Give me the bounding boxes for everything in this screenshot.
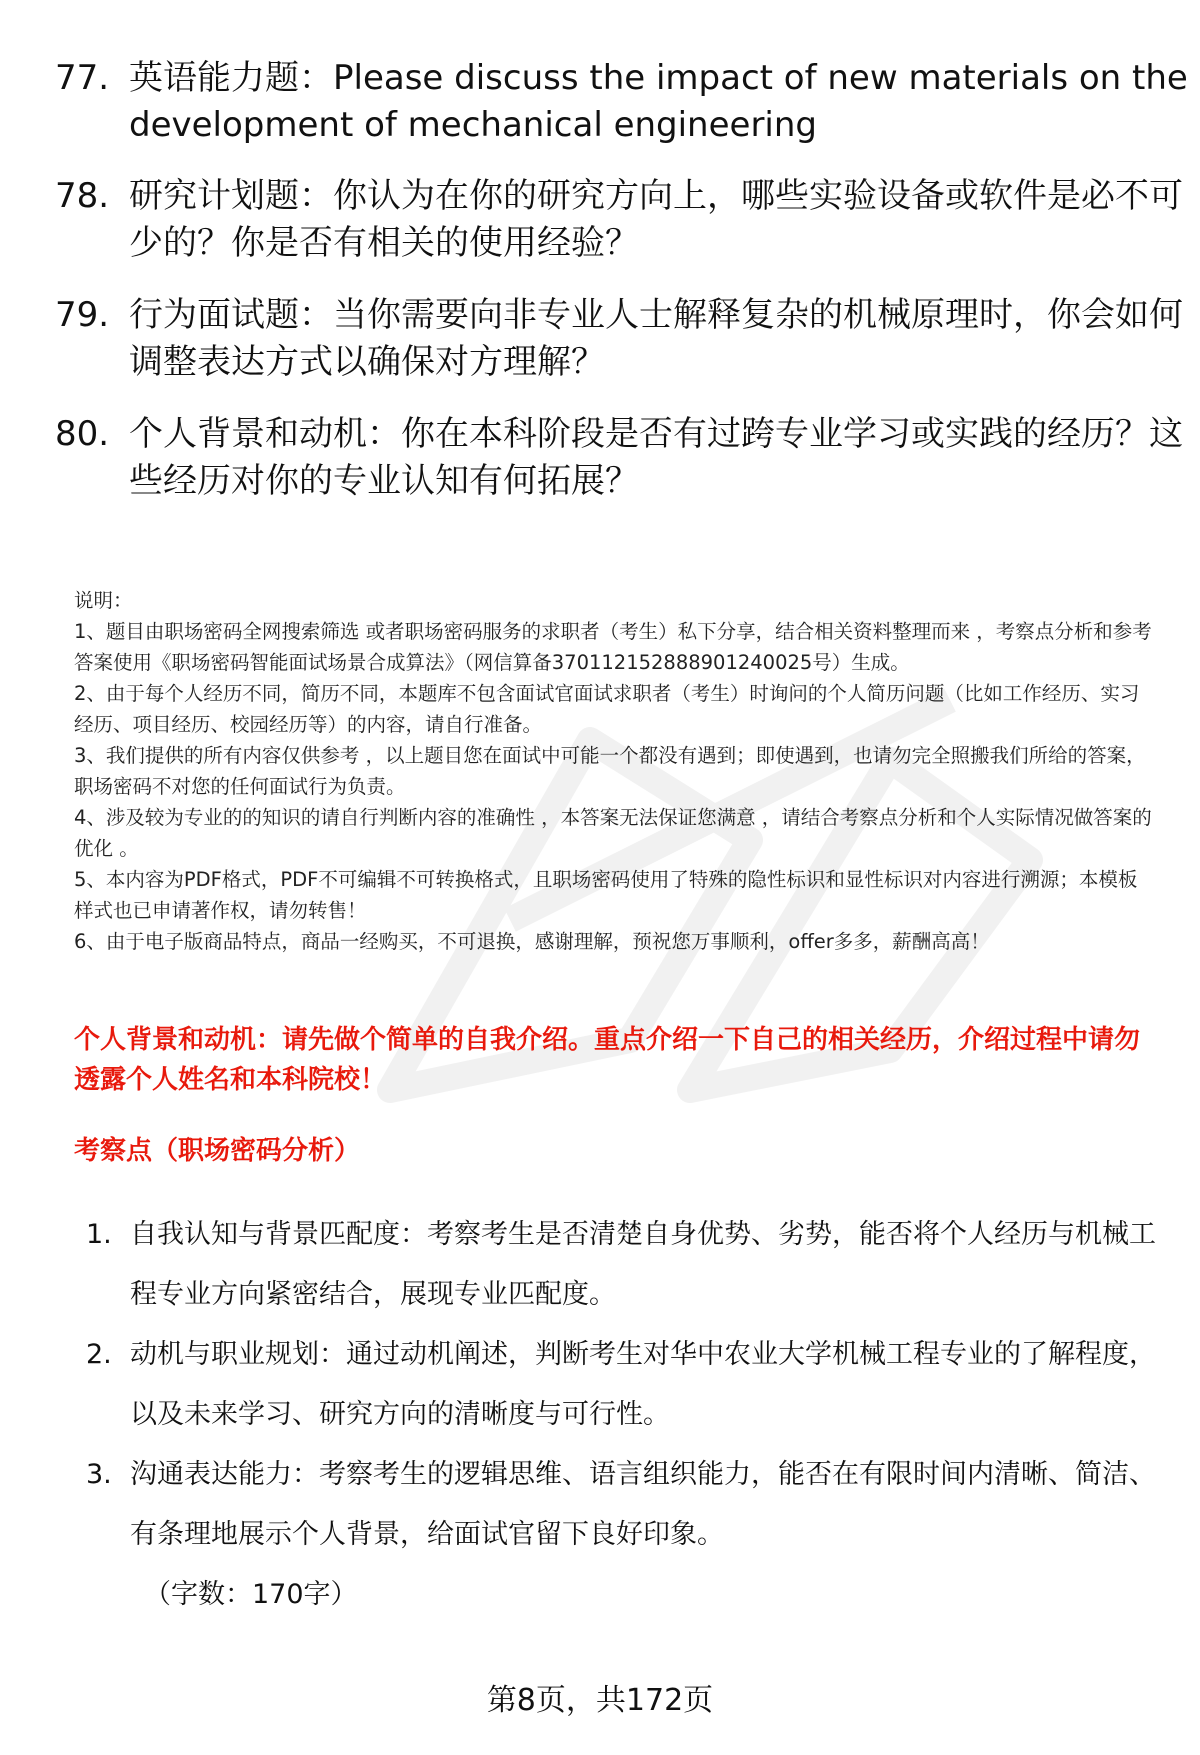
- question-text: 行为面试题：当你需要向非专业人士解释复杂的机械原理时，你会如何调整表达方式以确保对方理解？: [129, 295, 1183, 382]
- notes-heading: 说明：: [74, 589, 133, 612]
- question-number: 77.: [55, 58, 110, 98]
- question-text: 研究计划题：你认为在你的研究方向上，哪些实验设备或软件是必不可少的？你是否有相关的使用经验？: [129, 176, 1183, 263]
- note-item: 4、涉及较为专业的的知识的请自行判断内容的准确性 ，本答案无法保证您满意 ，请结合考察点分析和个人实际情况做答案的优化 。: [74, 806, 1152, 860]
- point-text: 动机与职业规划：通过动机阐述，判断考生对华中农业大学机械工程专业的了解程度，以及未来学习、研究方向的清晰度与可行性。: [130, 1339, 1156, 1430]
- analysis-point: [86, 1205, 1156, 1325]
- point-text: 自我认知与背景匹配度：考察考生是否清楚自身优势、劣势，能否将个人经历与机械工程专业方向紧密结合，展现专业匹配度。: [130, 1219, 1156, 1310]
- word-count: （字数：170字）: [144, 1579, 358, 1610]
- question-number: 79.: [55, 295, 110, 335]
- analysis-point: [86, 1325, 1156, 1445]
- analysis-heading: 考察点（职场密码分析）: [74, 1136, 361, 1166]
- point-number: 1.: [86, 1219, 112, 1250]
- highlight-question: 个人背景和动机：请先做个简单的自我介绍。重点介绍一下自己的相关经历，介绍过程中请勿透露个人姓名和本科院校！: [74, 1025, 1141, 1095]
- analysis-points: [86, 1205, 1156, 1565]
- question-text: 英语能力题：Please discuss the impact of new materials on the development of mechanical engineering: [129, 58, 1188, 145]
- note-item: 3、我们提供的所有内容仅供参考 ，以上题目您在面试中可能一个都没有遇到；即使遇到，也请勿完全照搬我们所给的答案，职场密码不对您的任何面试行为负责。: [74, 744, 1146, 798]
- question-number: 80.: [55, 414, 110, 454]
- page-footer: 第8页，共172页: [486, 1683, 714, 1718]
- note-item: 2、由于每个人经历不同，简历不同，本题库不包含面试官面试求职者（考生）时询问的个人简历问题（比如工作经历、实习经历、项目经历、校园经历等）的内容，请自行准备。: [74, 682, 1140, 736]
- note-item: 5、本内容为PDF格式，PDF不可编辑不可转换格式，且职场密码使用了特殊的隐性标识和显性标识对内容进行溯源；本模板样式也已申请著作权，请勿转售！: [74, 868, 1138, 922]
- point-number: 2.: [86, 1339, 112, 1370]
- note-item: 1、题目由职场密码全网搜索筛选 或者职场密码服务的求职者（考生）私下分享，结合相关资料整理而来 ，考察点分析和参考答案使用《职场密码智能面试场景合成算法》（网信算备370112152888901240025号）生成。: [74, 620, 1152, 674]
- analysis-point: [86, 1445, 1156, 1565]
- question-number: 78.: [55, 176, 110, 216]
- notes-section: [74, 585, 1154, 957]
- point-number: 3.: [86, 1459, 112, 1490]
- question-text: 个人背景和动机：你在本科阶段是否有过跨专业学习或实践的经历？这些经历对你的专业认知有何拓展？: [129, 414, 1183, 501]
- point-text: 沟通表达能力：考察考生的逻辑思维、语言组织能力，能否在有限时间内清晰、简洁、有条理地展示个人背景，给面试官留下良好印象。: [130, 1459, 1156, 1550]
- note-item: 6、由于电子版商品特点，商品一经购买，不可退换，感谢理解，预祝您万事顺利，offer多多，薪酬高高！: [74, 930, 990, 953]
